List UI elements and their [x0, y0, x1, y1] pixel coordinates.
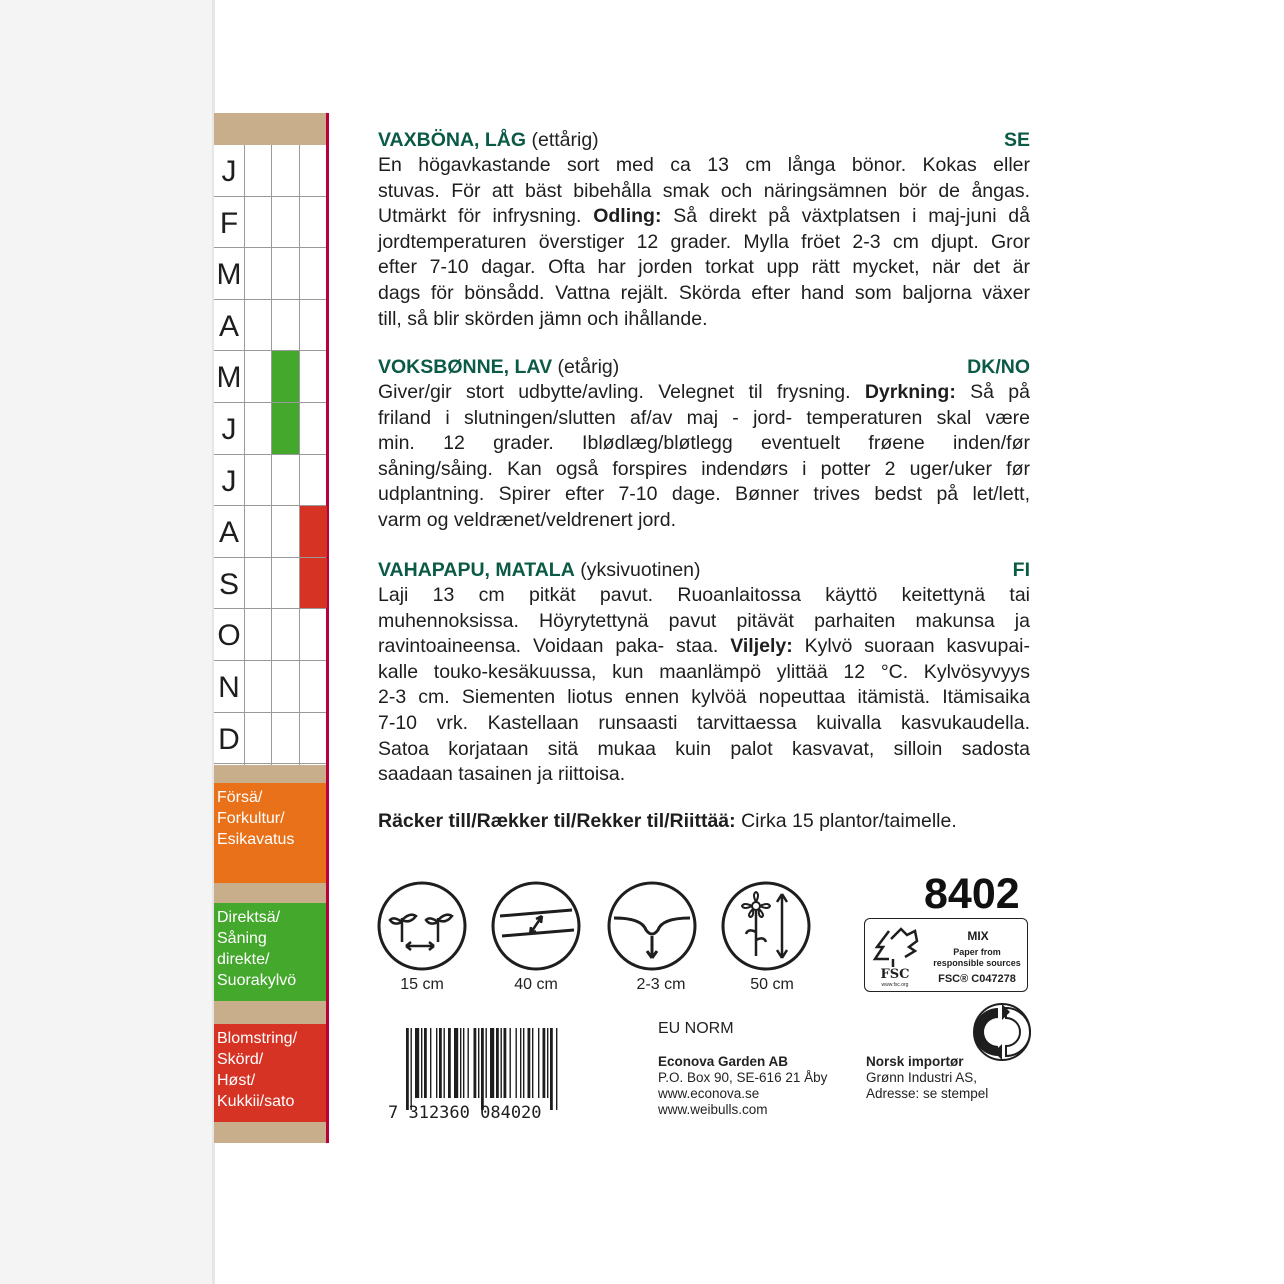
barcode-bar: [411, 1028, 412, 1110]
section-description: [378, 153, 1030, 332]
text-line: [378, 307, 1030, 333]
month-label: A: [218, 516, 239, 550]
calendar-row: [214, 455, 326, 507]
language-code: FI: [1012, 559, 1030, 581]
fsc-logo-text: FSC: [880, 967, 910, 982]
text-line: [378, 711, 1030, 737]
legend-line: Direktsä/: [217, 909, 281, 926]
bold-heading: Odling:: [593, 205, 662, 228]
text-line: [378, 737, 1030, 763]
variety-subtitle: (ettårig): [531, 129, 599, 151]
text-line: [378, 179, 1030, 205]
text-line: [378, 457, 1030, 483]
text-segment: muhennoksissa. Höyrytettynä pavut pitävät parhaiten makunsa ja: [378, 609, 1030, 632]
barcode-bar: [550, 1028, 553, 1110]
month-label: M: [216, 361, 242, 395]
plant-height-label: 50 cm: [750, 976, 794, 993]
text-segment: kalle touko-kesäkuussa, kun maanlämpö ylittää 12 °C. Kylvösyvyys: [378, 660, 1030, 683]
variety-name: VAXBÖNA, LÅG: [378, 129, 527, 151]
language-code: SE: [1003, 129, 1030, 151]
importer-name: Grønn Industri AS,: [866, 1070, 978, 1085]
text-segment: Giver/gir stort udbytte/avling. Velegnet til frysning.: [378, 381, 865, 403]
text-segment: ravintoaineensa. Voidaan paka- staa.: [378, 635, 731, 658]
fsc-code: FSC® C047278: [938, 973, 1016, 985]
harvest-bar: [300, 558, 327, 609]
barcode-bar: [556, 1028, 557, 1110]
section-description: [378, 380, 1030, 534]
fsc-mix: MIX: [967, 929, 989, 943]
sowing-calendar: [214, 145, 326, 765]
barcode-bar: [415, 1028, 419, 1098]
barcode-bar: [406, 1028, 409, 1110]
legend-line: Høst/: [217, 1072, 256, 1089]
grid-line: [271, 145, 272, 765]
company-web-weibulls: www.weibulls.com: [658, 1102, 768, 1117]
text-segment: dags för bönsådd. Vattna rejält. Skörda efter hand som baljorna växer: [378, 281, 1030, 304]
text-line: [378, 380, 1030, 406]
month-label: J: [221, 464, 237, 498]
variety-subtitle: (etårig): [557, 356, 620, 378]
calendar-row: [214, 403, 326, 455]
row-spacing-icon: [490, 880, 582, 972]
variety-subtitle: (yksivuotinen): [580, 559, 701, 581]
text-line: [378, 204, 1030, 230]
company-po-box: P.O. Box 90, SE-616 21 Åby: [658, 1070, 828, 1085]
text-segment: Laji 13 cm pitkät pavut. Ruoanlaitossa käyttö keitettynä tai: [378, 584, 1030, 606]
legend-line: Esikavatus: [217, 831, 295, 848]
text-segment: Satoa korjataan sitä mukaa kuin palot kasvavat, silloin sadosta: [378, 737, 1030, 760]
grid-line: [299, 145, 300, 765]
text-segment: Utmärkt för infrysning.: [378, 205, 594, 228]
calendar-row: [214, 145, 326, 197]
barcode-bar: [424, 1028, 427, 1098]
barcode-bar: [523, 1028, 524, 1098]
text-line: [378, 583, 1030, 609]
fsc-description: Paper from responsible sources: [933, 947, 1021, 968]
fsc-tree-logo: [871, 923, 925, 987]
barcode: [386, 1028, 608, 1120]
barcode-bar: [543, 1028, 546, 1098]
month-label: J: [221, 413, 237, 446]
text-line: [378, 685, 1030, 711]
calendar-row: [214, 661, 326, 713]
text-segment: Så direkt på växtplatsen i maj-juni då: [661, 205, 1030, 228]
coverage-label: Räcker till/Rækker til/Rekker til/Riittää:: [378, 810, 736, 832]
text-segment: till, så blir skörden jämn och ihållande.: [378, 307, 708, 330]
eu-norm: EU NORM: [658, 1020, 734, 1037]
legend-line: Forkultur/: [217, 810, 285, 827]
company-web-econova: www.econova.se: [658, 1086, 760, 1101]
barcode-bar: [481, 1028, 484, 1110]
calendar-row: [214, 248, 326, 300]
barcode-bar: [474, 1028, 477, 1098]
plant-spacing-label: 15 cm: [400, 976, 444, 993]
barcode-bar: [430, 1028, 431, 1098]
month-label: F: [219, 206, 239, 240]
barcode-bar: [528, 1028, 531, 1098]
text-segment: 2-3 cm. Siementen liotus ennen kylvöä nopeuttaa itämistä. Itämisaika: [378, 686, 1030, 709]
barcode-bar: [510, 1028, 511, 1098]
text-segment: saadaan tasainen ja riittoisa.: [378, 763, 626, 786]
text-line: [378, 230, 1030, 256]
text-line: [378, 482, 1030, 508]
text-segment: stuvas. För att bäst bibehålla smak och näringsämnen bör de ångas.: [378, 179, 1030, 202]
article-number: 8402: [924, 870, 1020, 918]
legend-line: Försä/: [217, 789, 263, 806]
calendar-row: [214, 197, 326, 249]
barcode-bar: [454, 1028, 458, 1098]
language-code: DK/NO: [967, 356, 1030, 378]
month-label: M: [216, 258, 242, 292]
text-line: [378, 255, 1030, 281]
barcode-bar: [538, 1028, 539, 1098]
barcode-bar: [490, 1028, 494, 1098]
barcode-bar: [439, 1028, 442, 1098]
sowing-depth-icon: [606, 880, 698, 972]
coverage-text: [378, 808, 1078, 834]
direct-sowing-bar: [272, 403, 299, 454]
barcode-bar: [478, 1028, 479, 1098]
legend-flowering-harvest: [214, 1024, 326, 1122]
text-line: [378, 609, 1030, 635]
calendar-row: [214, 609, 326, 661]
barcode-bar: [448, 1028, 451, 1098]
barcode-bar: [468, 1028, 469, 1098]
barcode-bar: [547, 1028, 548, 1098]
importer-title: Norsk importør: [866, 1054, 964, 1069]
barcode-bar: [516, 1028, 517, 1098]
month-label: S: [218, 567, 239, 601]
barcode-bar: [486, 1028, 487, 1098]
norwegian-importer: [866, 1054, 988, 1102]
barcode-bar: [532, 1028, 533, 1098]
description-area: [378, 127, 1030, 797]
month-label: J: [221, 155, 237, 188]
text-segment: efter 7-10 dagar. Ofta har jorden torkat upp rätt mycket, när det är: [378, 256, 1030, 279]
importer-address: Adresse: se stempel: [866, 1086, 989, 1101]
calendar-row: [214, 300, 326, 352]
plant-height-icon: [720, 880, 812, 972]
legend-line: Såning: [217, 930, 267, 947]
month-label: D: [218, 722, 240, 756]
text-line: [378, 153, 1030, 179]
text-segment: udplantning. Spirer efter 7-10 dage. Bønner trives bedst på let/lett,: [378, 483, 1030, 506]
coverage-value: Cirka 15 plantor/taimelle.: [735, 810, 957, 832]
text-segment: varm og veldrænet/veldrenert jord.: [378, 508, 677, 531]
text-segment: såning/såing. Kan også forspires indendørs i potter 2 uger/uker før: [378, 457, 1030, 480]
legend-line: Skörd/: [217, 1051, 264, 1068]
fsc-label: [864, 918, 1028, 992]
text-segment: En högavkastande sort med ca 13 cm långa bönor. Kokas eller: [378, 154, 1030, 176]
variety-name: VOKSBØNNE, LAV: [378, 356, 553, 378]
text-line: [378, 660, 1030, 686]
text-segment: Så på: [955, 381, 1030, 403]
strip-border: [326, 113, 329, 1143]
calendar-row: [214, 351, 326, 403]
text-line: [378, 508, 1030, 534]
legend-direct-sowing: [214, 903, 326, 1001]
month-label: O: [217, 619, 241, 653]
section-title: [378, 557, 1030, 583]
barcode-bar: [444, 1028, 445, 1098]
section-title: [378, 127, 1030, 153]
harvest-bar: [300, 506, 327, 557]
text-segment: friland i slutningen/slutten af/av maj - jord- temperaturen skal være: [378, 406, 1030, 429]
text-line: [378, 634, 1030, 660]
barcode-bar: [496, 1028, 499, 1098]
plant-spacing-icon: [376, 880, 468, 972]
legend-line: direkte/: [217, 951, 270, 968]
barcode-bar: [463, 1028, 464, 1098]
legend-line: Kukkii/sato: [217, 1093, 295, 1110]
company-address: [658, 1054, 827, 1118]
legend-line: Suorakylvö: [217, 972, 297, 989]
text-segment: Kylvö suoraan kasvupai-: [792, 635, 1030, 658]
text-line: [378, 406, 1030, 432]
month-label: A: [218, 309, 239, 343]
green-dot-recycle-icon: [972, 1002, 1032, 1062]
text-segment: min. 12 grader. Iblødlæg/bløtlegg eventuelt frøene inden/før: [378, 432, 1030, 455]
text-segment: jordtemperaturen överstiger 12 grader. Mylla fröet 2-3 cm djupt. Gror: [378, 230, 1030, 253]
barcode-bar: [436, 1028, 437, 1098]
row-spacing-label: 40 cm: [514, 976, 558, 993]
legend-presowing: [214, 783, 326, 883]
company-name: Econova Garden AB: [658, 1054, 789, 1069]
month-label: N: [218, 671, 240, 704]
direct-sowing-bar: [272, 351, 299, 402]
barcode-number: 7 312360 084020: [388, 1103, 542, 1120]
section-title: [378, 354, 1030, 380]
text-line: [378, 281, 1030, 307]
grid-line: [244, 145, 245, 765]
barcode-bar: [504, 1028, 507, 1098]
barcode-bar: [460, 1028, 461, 1098]
section-description: [378, 583, 1030, 788]
bold-heading: Dyrkning:: [864, 381, 956, 403]
text-line: [378, 762, 1030, 788]
sowing-depth-label: 2-3 cm: [636, 976, 686, 993]
text-line: [378, 431, 1030, 457]
barcode-bar: [520, 1028, 521, 1098]
barcode-bar: [421, 1028, 422, 1098]
text-segment: 7-10 vrk. Kastellaan runsaasti tarvittaessa kuivalla kasvukaudella.: [378, 711, 1030, 734]
bold-heading: Viljely:: [730, 635, 793, 658]
variety-name: VAHAPAPU, MATALA: [378, 559, 575, 581]
legend-line: Blomstring/: [217, 1030, 298, 1047]
barcode-bar: [501, 1028, 502, 1098]
calendar-row: [214, 713, 326, 765]
fsc-site: www.fsc.org: [881, 982, 909, 987]
